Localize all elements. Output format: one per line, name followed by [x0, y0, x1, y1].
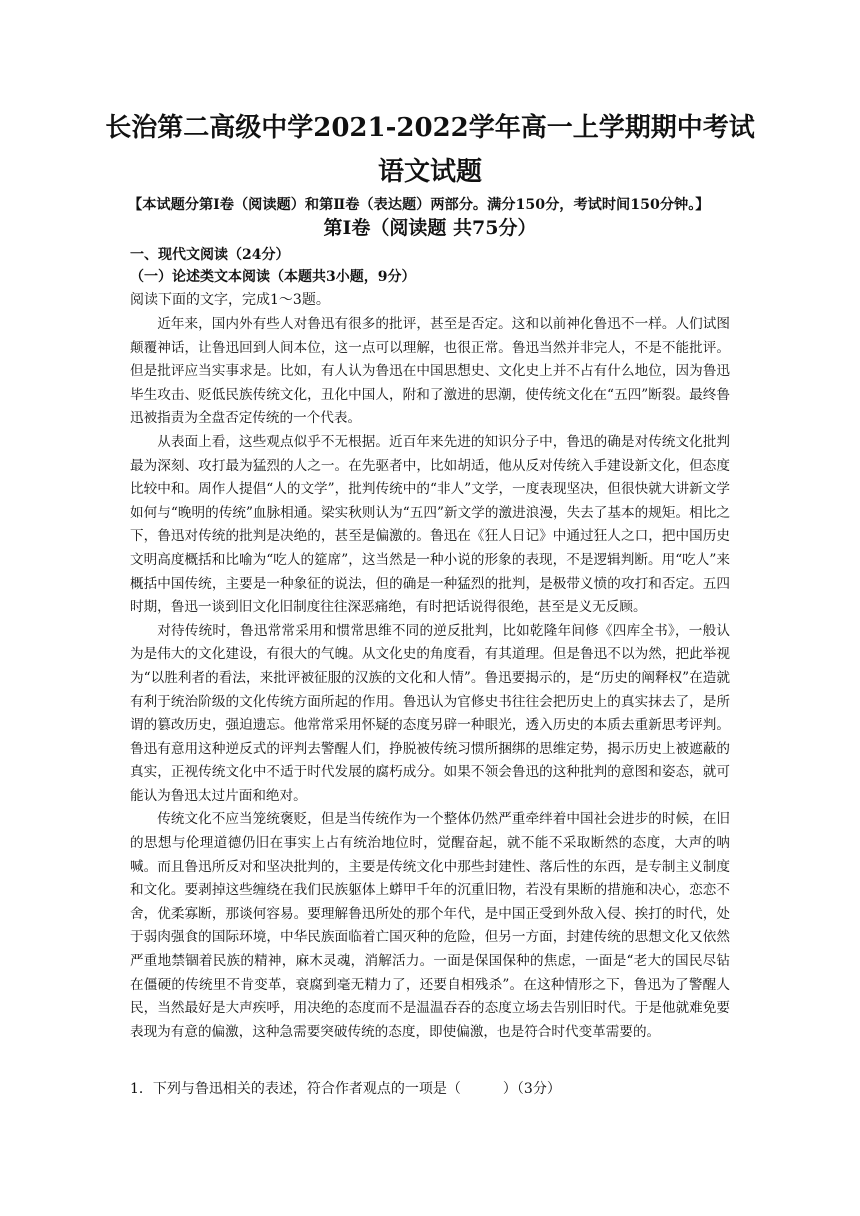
- section-heading: 一、现代文阅读（24分）: [130, 247, 290, 263]
- volume-heading: 第Ⅰ卷（阅读题 共75分）: [323, 217, 537, 239]
- passage-paragraph: 传统文化不应当笼统褒贬，但是当传统作为一个整体仍然严重牵绊着中国社会进步的时候，在旧的思想与伦理道德仍旧在事实上占有统治地位时，觉醒奋起，就不能不采取断然的态度，大声的呐喊。而且鲁迅所反对和坚决批判的，主要是传统文化中那些封建性、落后性的东西，是专制主义制度和文化。要剥掉这些缠绕在我们民族躯体上蟒甲千年的沉重旧物，若没有果断的措施和决心，恋恋不舍，优柔寡断，那谈何容易。要理解鲁迅所处的那个年代，是中国正受到外敌入侵、挨打的时代，处于弱肉强食的国际环境，中华民族面临着亡国灭种的危险，但另一方面，封建传统的思想文化又依然严重地禁锢着民族的精神，麻木灵魂，消解活力。一面是保国保种的焦虑，一面是“老大的国民尽钻在僵硬的传统里不肯变革，衰腐到毫无精力了，还要自相残杀”。在这种情形之下，鲁迅为了警醒人民，当然最好是大声疾呼，用决绝的态度而不是温温吞吞的态度立场去告别旧时代。于是他就难免要表现为有意的偏激，这种急需要突破传统的态度，即使偏激，也是符合时代变革需要的。: [130, 811, 730, 1040]
- exam-title: 长治第二高级中学2021-2022学年高一上学期期中考试: [105, 113, 755, 143]
- section-subheading: （一）论述类文本阅读（本题共3小题，9分）: [130, 269, 416, 285]
- passage-paragraph: 对待传统时，鲁迅常常采用和惯常思维不同的逆反批判，比如乾隆年间修《四库全书》，一般认为是伟大的文化建设，有很大的气魄。从文化史的角度看，有其道理。但是鲁迅不以为然，把此举视为“以胜利者的看法，来批评被征服的汉族的文化和人情”。鲁迅要揭示的，是“历史的阐释权”在造就有利于统治阶级的文化传统方面所起的作用。鲁迅认为官修史书往往会把历史上的真实抹去了，是所谓的篡改历史，强迫遗忘。他常常采用怀疑的态度另辟一种眼光，透入历史的本质去重新思考评判。鲁迅有意用这种逆反式的评判去警醒人们，挣脱被传统习惯所捆绑的思维定势，揭示历史上被遮蔽的真实，正视传统文化中不适于时代发展的腐朽成分。如果不领会鲁迅的这种批判的意图和姿态，就可能认为鲁迅太过片面和绝对。: [130, 622, 730, 804]
- reading-instruction: 阅读下面的文字，完成1～3题。: [130, 292, 330, 308]
- passage-paragraph: 从表面上看，这些观点似乎不无根据。近百年来先进的知识分子中，鲁迅的确是对传统文化批判最为深刻、攻打最为猛烈的人之一。在先驱者中，比如胡适，他从反对传统入手建设新文化，但态度比较中和。周作人提倡“人的文学”，批判传统中的“非人”文学，一度表现坚决，但很快就大讲新文学如何与“晚明的传统”血脉相通。梁实秋则认为“五四”新文学的激进浪漫，失去了基本的规矩。相比之下，鲁迅对传统的批判是决绝的，甚至是偏激的。鲁迅在《狂人日记》中通过狂人之口，把中国历史文明高度概括和比喻为“吃人的筵席”，这当然是一种小说的形象的表现，不是逻辑判断。用“吃人”来概括中国传统，主要是一种象征的说法，但的确是一种猛烈的批判，是极带义愤的攻打和否定。五四时期，鲁迅一谈到旧文化旧制度往往深恶痛绝，有时把话说得很绝，甚至是义无反顾。: [130, 433, 730, 616]
- exam-note: 【本试题分第Ⅰ卷（阅读题）和第Ⅱ卷（表达题）两部分。满分150分，考试时间150分钟。】: [128, 197, 710, 213]
- question-1: 1．下列与鲁迅相关的表述，符合作者观点的一项是（ ）（3分）: [130, 1081, 561, 1097]
- passage-paragraph: 近年来，国内外有些人对鲁迅有很多的批评，甚至是否定。这和以前神化鲁迅不一样。人们试图颠覆神话，让鲁迅回到人间本位，这一点可以理解，也很正常。鲁迅当然并非完人，不是不能批评。但是批评应当实事求是。比如，有人认为鲁迅在中国思想史、文化史上并不占有什么地位，因为鲁迅毕生攻击、贬低民族传统文化，丑化中国人，附和了激进的思潮，使传统文化在“五四”断裂。最终鲁迅被指责为全盘否定传统的一个代表。: [130, 316, 730, 427]
- reading-passage: [130, 313, 730, 1044]
- exam-subtitle: 语文试题: [377, 157, 482, 187]
